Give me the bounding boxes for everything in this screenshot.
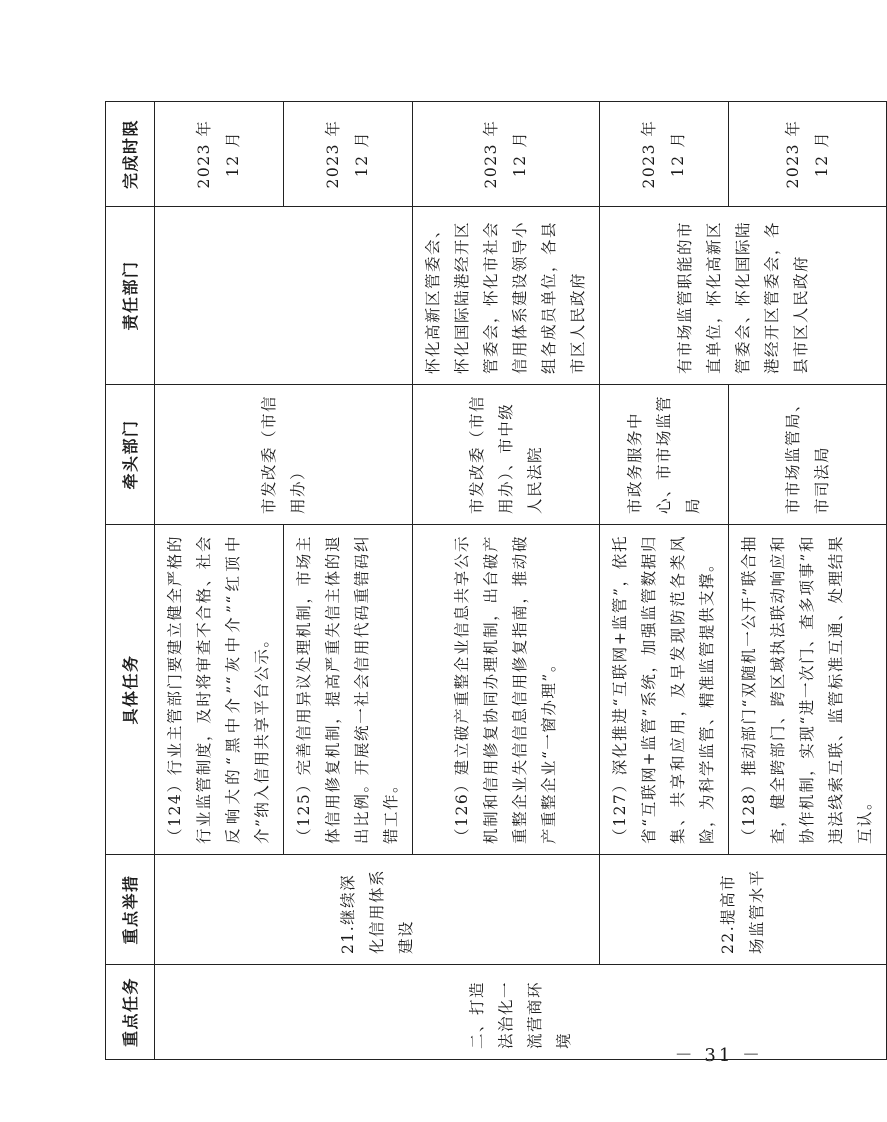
resp-cell-126: 怀化高新区管委会、怀化国际陆港经开区管委会，怀化市社会信用体系建设领导小组各成员单位，各县市区人民政府 <box>413 207 600 385</box>
task-cell-128: （128）推动部门“双随机一公开”联合抽查，健全跨部门、跨区域执法联动响应和协作机制，实现“进一次门、查多项事”和违法线索互联、监管标准互通、处理结果互认。 <box>729 525 887 855</box>
lead-cell-124-125: 市发改委（市信用办） <box>155 385 413 525</box>
header-specific-task: 具体任务 <box>106 525 155 855</box>
header-lead-dept: 牵头部门 <box>106 385 155 525</box>
deadline-cell-125: 2023 年 12 月 <box>284 102 413 207</box>
header-key-task: 重点任务 <box>106 965 155 1060</box>
header-resp-dept: 责任部门 <box>106 207 155 385</box>
task-table <box>105 101 887 1060</box>
header-deadline: 完成时限 <box>106 102 155 207</box>
deadline-cell-126: 2023 年 12 月 <box>413 102 600 207</box>
table-header-row <box>106 102 155 1060</box>
lead-cell-128: 市市场监管局、市司法局 <box>729 385 887 525</box>
resp-cell-127-128: 有市场监管职能的市直单位，怀化高新区管委会、怀化国际陆港经开区管委会，各县市区人民政府 <box>600 207 887 385</box>
key-task-cell: 二、打造法治化一流营商环境 <box>155 965 887 1060</box>
table-row <box>155 102 284 1060</box>
task-cell-126: （126）建立破产重整企业信息共享公示机制和信用修复协同办理机制，出台破产重整企业失信信息信用修复指南，推动破产重整企业“一窗办理”。 <box>413 525 600 855</box>
deadline-cell-127: 2023 年 12 月 <box>600 102 729 207</box>
page-number: － 31 － <box>674 1045 763 1066</box>
measure-cell-21: 21.继续深化信用体系建设 <box>155 855 600 965</box>
task-cell-127: （127）深化推进“互联网+监管”，依托省“互联网+监管”系统，加强监管数据归集、共享和应用，及早发现防范各类风险，为科学监管、精准监管提供支撑。 <box>600 525 729 855</box>
lead-cell-127: 市政务服务中心、市市场监管局 <box>600 385 729 525</box>
task-cell-125: （125）完善信用异议处理机制，市场主体信用修复机制，提高严重失信主体的退出比例。开展统一社会信用代码重错码纠错工作。 <box>284 525 413 855</box>
resp-cell-124-125 <box>155 207 413 385</box>
header-key-measure: 重点举措 <box>106 855 155 965</box>
lead-cell-126: 市发改委（市信用办）、市中级人民法院 <box>413 385 600 525</box>
deadline-cell-124: 2023 年 12 月 <box>155 102 284 207</box>
task-cell-124: （124）行业主管部门要建立健全严格的行业监管制度，及时将审查不合格、社会反响大的“黑中介”“灰中介”“红顶中介”纳入信用共享平台公示。 <box>155 525 284 855</box>
deadline-cell-128: 2023 年 12 月 <box>729 102 887 207</box>
measure-cell-22: 22.提高市场监管水平 <box>600 855 887 965</box>
table-row <box>600 102 729 1060</box>
